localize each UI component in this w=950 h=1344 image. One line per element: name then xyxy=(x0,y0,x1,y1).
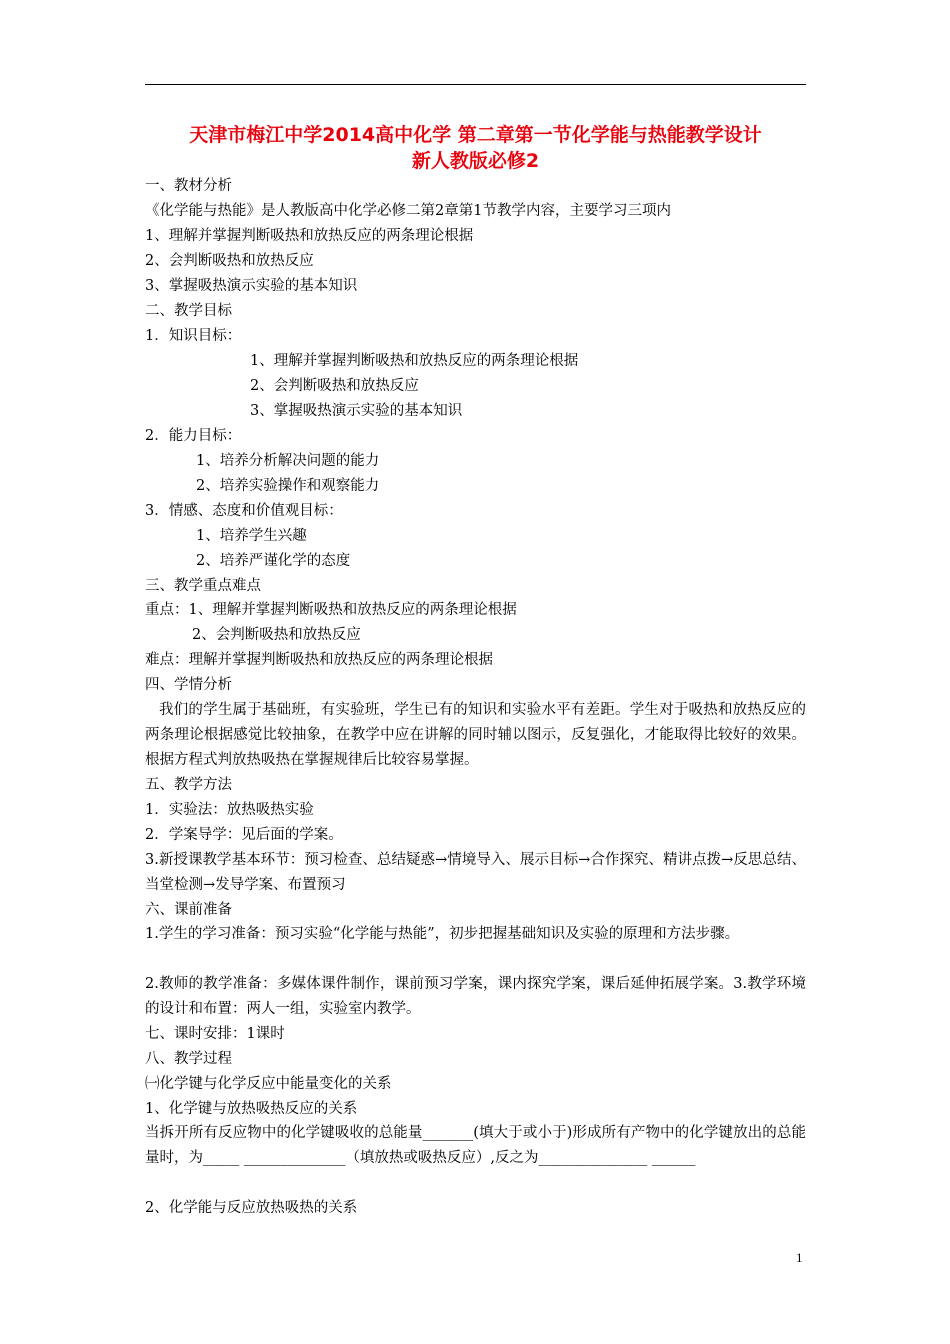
ability-goal-heading: 2．能力目标： xyxy=(145,428,242,444)
difficult-point: 难点：理解并掌握判断吸热和放热反应的两条理论根据 xyxy=(145,652,493,668)
fill-in-paragraph: 当拆开所有反应物中的化学键吸收的总能量_______(填大于或小于)形成所有产物中的化学键放出的总能量时，为_____ ______________（填放热或吸热反应）,反之为_______________ ______ xyxy=(145,1125,806,1166)
document-title-line2: 新人教版必修2 xyxy=(411,150,540,172)
process-subheading: ㈠化学键与化学反应中能量变化的关系 xyxy=(145,1076,392,1092)
process-item: 1、化学键与放热吸热反应的关系 xyxy=(145,1101,358,1117)
header-rule xyxy=(145,84,806,85)
section-heading-3: 三、教学重点难点 xyxy=(145,578,261,594)
section-heading-5: 五、教学方法 xyxy=(145,777,232,793)
section-heading-4: 四、学情分析 xyxy=(145,677,232,693)
knowledge-goal-item: 2、会判断吸热和放热反应 xyxy=(250,378,419,394)
document-title-line1: 天津市梅江中学2014高中化学 第二章第一节化学能与热能教学设计 xyxy=(189,124,762,146)
knowledge-goal-heading: 1．知识目标： xyxy=(145,328,242,344)
student-preparation-paragraph: 1.学生的学习准备：预习实验“化学能与热能”，初步把握基础知识及实验的原理和方法步骤。 xyxy=(145,926,740,942)
key-point-1: 重点：1、理解并掌握判断吸热和放热反应的两条理论根据 xyxy=(145,602,517,618)
teacher-preparation-paragraph: 2.教师的教学准备：多媒体课件制作，课前预习学案，课内探究学案，课后延伸拓展学案。3.教学环境的设计和布置：两人一组，实验室内教学。 xyxy=(145,976,806,1017)
key-point-2: 2、会判断吸热和放热反应 xyxy=(192,627,361,643)
section1-item: 3、掌握吸热演示实验的基本知识 xyxy=(145,278,358,294)
knowledge-goal-item: 3、掌握吸热演示实验的基本知识 xyxy=(250,403,463,419)
method-item-paragraph: 3.新授课教学基本环节：预习检查、总结疑惑→情境导入、展示目标→合作探究、精讲点拨→反思总结、当堂检测→发导学案、布置预习 xyxy=(145,852,806,893)
section-heading-8: 八、教学过程 xyxy=(145,1051,232,1067)
knowledge-goal-item: 1、理解并掌握判断吸热和放热反应的两条理论根据 xyxy=(250,353,579,369)
ability-goal-item: 2、培养实验操作和观察能力 xyxy=(196,478,380,494)
emotion-goal-item: 1、培养学生兴趣 xyxy=(196,528,307,544)
section-heading-1: 一、教材分析 xyxy=(145,178,232,194)
section1-intro: 《化学能与热能》是人教版高中化学必修二第2章第1节教学内容，主要学习三项内 xyxy=(145,203,671,219)
section1-item: 1、理解并掌握判断吸热和放热反应的两条理论根据 xyxy=(145,228,474,244)
section-heading-7: 七、课时安排：1课时 xyxy=(145,1026,285,1042)
section1-item: 2、会判断吸热和放热反应 xyxy=(145,253,314,269)
method-item: 2．学案导学：见后面的学案。 xyxy=(145,827,343,843)
emotion-goal-item: 2、培养严谨化学的态度 xyxy=(196,553,351,569)
process-item: 2、化学能与反应放热吸热的关系 xyxy=(145,1200,358,1216)
page-number: 1 xyxy=(796,1250,803,1265)
student-analysis-paragraph: 我们的学生属于基础班，有实验班，学生已有的知识和实验水平有差距。学生对于吸热和放热反应的两条理论根据感觉比较抽象，在教学中应在讲解的同时辅以图示，反复强化，才能取得比较好的效果。根据方程式判放热吸热在掌握规律后比较容易掌握。 xyxy=(145,702,806,768)
method-item: 1．实验法：放热吸热实验 xyxy=(145,802,314,818)
ability-goal-item: 1、培养分析解决问题的能力 xyxy=(196,453,380,469)
section-heading-2: 二、教学目标 xyxy=(145,303,232,319)
section-heading-6: 六、课前准备 xyxy=(145,902,232,918)
emotion-goal-heading: 3．情感、态度和价值观目标： xyxy=(145,503,343,519)
